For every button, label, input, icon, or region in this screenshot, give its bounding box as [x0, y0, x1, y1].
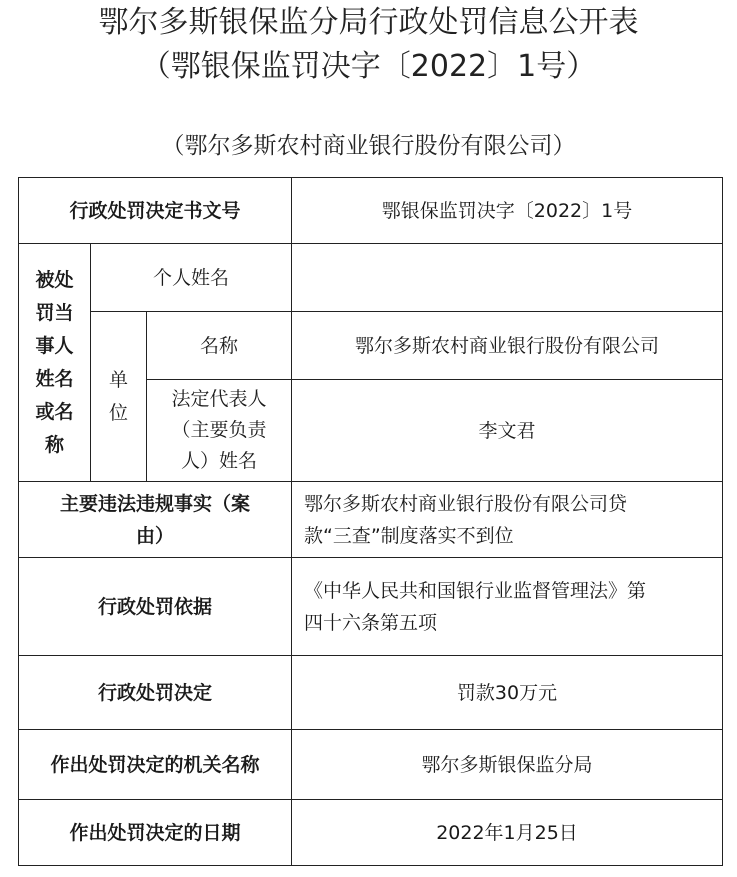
label-penalty-basis: 行政处罚依据 — [19, 558, 292, 656]
label-unit-name: 名称 — [147, 312, 292, 380]
page-subtitle-entity: （鄂尔多斯农村商业银行股份有限公司） — [161, 133, 576, 159]
row-penalty-basis — [19, 558, 723, 656]
row-unit-name — [19, 312, 723, 380]
penalty-info-table — [18, 177, 723, 866]
value-violation-facts: 鄂尔多斯农村商业银行股份有限公司贷 款“三查”制度落实不到位 — [292, 482, 723, 558]
label-decision-number: 行政处罚决定书文号 — [19, 178, 292, 244]
row-decision-number — [19, 178, 723, 244]
value-decision-date: 2022年1月25日 — [292, 800, 723, 866]
value-deciding-authority: 鄂尔多斯银保监分局 — [292, 730, 723, 800]
value-penalty-basis: 《中华人民共和国银行业监督管理法》第 四十六条第五项 — [292, 558, 723, 656]
row-penalty-decision — [19, 656, 723, 730]
label-legal-representative: 法定代表人 （主要负责 人）姓名 — [147, 380, 292, 482]
label-individual-name: 个人姓名 — [91, 244, 292, 312]
label-deciding-authority: 作出处罚决定的机关名称 — [19, 730, 292, 800]
row-violation-facts — [19, 482, 723, 558]
value-individual-name — [292, 244, 723, 312]
value-unit-name: 鄂尔多斯农村商业银行股份有限公司 — [292, 312, 723, 380]
value-penalty-decision: 罚款30万元 — [292, 656, 723, 730]
value-legal-representative: 李文君 — [292, 380, 723, 482]
label-penalty-decision: 行政处罚决定 — [19, 656, 292, 730]
page-title-doc-number: （鄂银保监罚决字〔2022〕1号） — [140, 49, 597, 84]
value-decision-number: 鄂银保监罚决字〔2022〕1号 — [292, 178, 723, 244]
row-decision-date — [19, 800, 723, 866]
label-violation-facts: 主要违法违规事实（案 由） — [19, 482, 292, 558]
row-deciding-authority — [19, 730, 723, 800]
row-individual-name — [19, 244, 723, 312]
label-decision-date: 作出处罚决定的日期 — [19, 800, 292, 866]
page-title: 鄂尔多斯银保监分局行政处罚信息公开表 — [98, 5, 639, 40]
label-unit: 单 位 — [91, 312, 147, 482]
label-party-name: 被处 罚当 事人 姓名 或名 称 — [19, 244, 91, 482]
